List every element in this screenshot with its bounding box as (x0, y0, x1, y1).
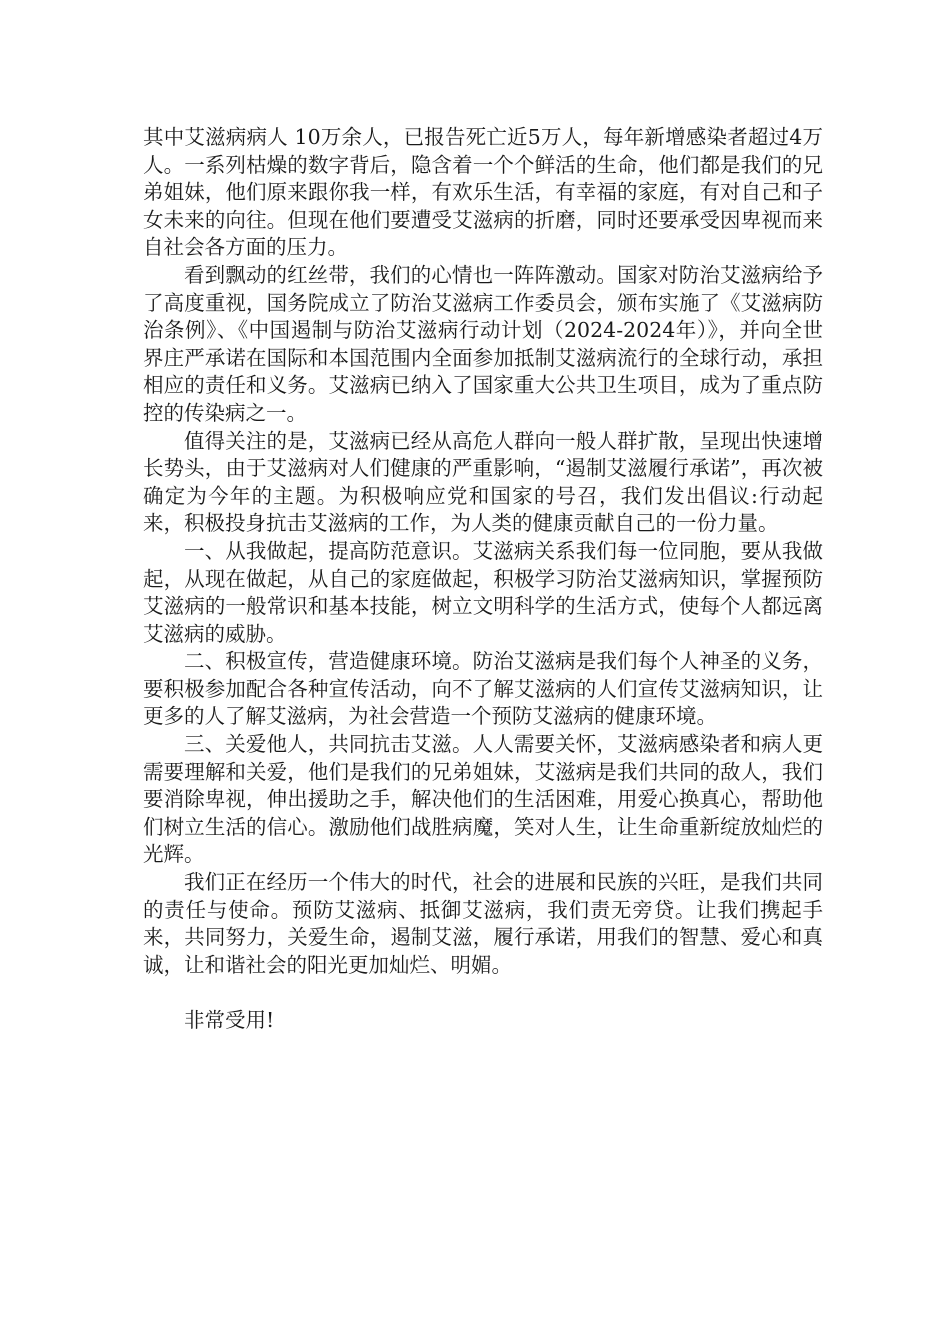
paragraph-point-three: 三、关爱他人，共同抗击艾滋。人人需要关怀，艾滋病感染者和病人更需要理解和关爱，他们是我们的兄弟姐妹，艾滋病是我们共同的敌人，我们要消除卑视，伸出援助之手，解决他们的生活困难，用爱心换真心，帮助他们树立生活的信心。激励他们战胜病魔，笑对人生，让生命重新绽放灿烂的光辉。 (143, 732, 823, 867)
paragraph-red-ribbon: 看到飘动的红丝带，我们的心情也一阵阵激动。国家对防治艾滋病给予了高度重视，国务院成立了防治艾滋病工作委员会，颁布实施了《艾滋病防治条例》、《中国遏制与防治艾滋病行动计划（2024-2024年）》，并向全世界庄严承诺在国际和本国范围内全面参加抵制艾滋病流行的全球行动，承担相应的责任和义务。艾滋病已纳入了国家重大公共卫生项目，成为了重点防控的传染病之一。 (143, 262, 823, 425)
paragraph-continuation: 其中艾滋病病人 10万余人，已报告死亡近5万人，每年新增感染者超过4万人。一系列枯燥的数字背后，隐含着一个个鲜活的生命，他们都是我们的兄弟姐妹，他们原来跟你我一样，有欢乐生活，有幸福的家庭，有对自己和子女未来的向往。但现在他们要遭受艾滋病的折磨，同时还要承受因卑视而来自社会各方面的压力。 (143, 125, 823, 260)
document-body (143, 124, 823, 1035)
closing-remark: 非常受用! (184, 1008, 275, 1032)
paragraph-initiative: 值得关注的是，艾滋病已经从高危人群向一般人群扩散，呈现出快速增长势头，由于艾滋病对人们健康的严重影响，“遏制艾滋履行承诺”，再次被确定为今年的主题。为积极响应党和国家的号召，我们发出倡议:行动起来，积极投身抗击艾滋病的工作，为人类的健康贡献自己的一份力量。 (143, 428, 823, 536)
paragraph-conclusion: 我们正在经历一个伟大的时代，社会的进展和民族的兴旺，是我们共同的责任与使命。预防艾滋病、抵御艾滋病，我们责无旁贷。让我们携起手来，共同努力，关爱生命，遏制艾滋，履行承诺，用我们的智慧、爱心和真诚，让和谐社会的阳光更加灿烂、明媚。 (143, 870, 823, 977)
paragraph-point-one: 一、从我做起，提高防范意识。艾滋病关系我们每一位同胞，要从我做起，从现在做起，从自己的家庭做起，积极学习防治艾滋病知识，掌握预防艾滋病的一般常识和基本技能，树立文明科学的生活方式，使每个人都远离艾滋病的威胁。 (143, 538, 823, 646)
paragraph-point-two: 二、积极宣传，营造健康环境。防治艾滋病是我们每个人神圣的义务，要积极参加配合各种宣传活动，向不了解艾滋病的人们宣传艾滋病知识，让更多的人了解艾滋病，为社会营造一个预防艾滋病的健康环境。 (143, 649, 823, 729)
